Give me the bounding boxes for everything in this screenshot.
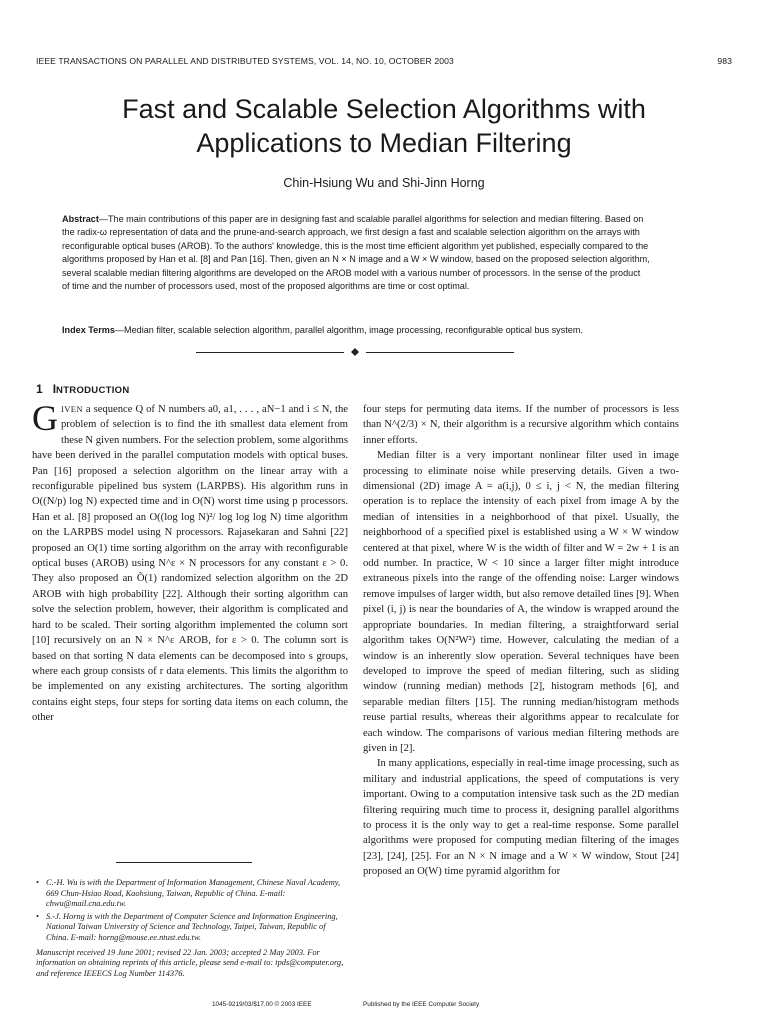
abstract-label: Abstract xyxy=(62,214,99,224)
right-paragraph-3: In many applications, especially in real-time image processing, such as military and industrial applications, the speed of computations is very important. Owing to a computation intensive task such as the 2D median filtering requiring much time to process it, designing parallel algorithms to process it is the only way to get a real-time response. Some parallel algorithms were proposed for computing median filtering of the images [23], [24], [25]. For an N × N image and a W × W window, Stout [24] proposed an O(W) time pyramid algorithm for xyxy=(363,758,679,878)
right-column xyxy=(363,402,679,1016)
index-terms xyxy=(62,324,650,337)
separator-diamond-icon xyxy=(351,348,359,356)
intro-paragraph xyxy=(32,402,348,726)
separator-line-right xyxy=(366,352,514,353)
footnotes xyxy=(36,878,348,979)
section-number: 1 xyxy=(36,382,43,396)
title-line-2: Applications to Median Filtering xyxy=(196,128,572,158)
manuscript-info: Manuscript received 19 June 2001; revised 22 Jan. 2003; accepted 2 May 2003. For information on obtaining reprints of this article, please send e-mail to: tpds@computer.org, and reference IEEECS Log Number 114376. xyxy=(36,947,344,978)
running-head xyxy=(36,56,732,70)
index-terms-text: —Median filter, scalable selection algorithm, parallel algorithm, image processing, reconfigurable optical bus system. xyxy=(114,325,583,335)
section-heading xyxy=(36,382,130,396)
left-column-text: a sequence Q of N numbers a0, a1, . . . , aN−1 and i ≤ N, the problem of selection is to find the ith smallest data element from these N given numbers. For the selection problem, some algorithms have been derived in the parallel computation models with optical buses. Pan [16] proposed a selection algorithm on the linear array with a reconfigurable pipelined bus system (LARPBS). His algorithm runs in O((N/p) log N) expected time and in O(N) worst time using p processors. Han et al. [8] proposed an O((log log N)²/ log log log N) time algorithm on the LARPBS model using N processors. Rajasekaran and Sahni [22] proposed an O(1) time sorting algorithm on the array with reconfigurable optical buses (AROB) using N^ε × N processors for any constant ε > 0. They also proposed an Õ(1) randomized selection algorithm on the 2D AROB with high probability [22]. Although their sorting algorithm can solve the selection problem, however, their algorithm is complicated and hard to be scaled. Their sorting algorithm implemented the column sort [10] recursively on an N × N^ε AROB, for ε > 0. The column sort is based on that sorting N data elements can be decomposed into s groups, where each group consists of r data elements. This limits the algorithm to be implemented on any existing architectures. The sorting algorithm contains eight steps, four steps for sorting data items on each column, the other xyxy=(32,404,348,724)
section-separator xyxy=(196,347,514,357)
publisher-line: Published by the IEEE Computer Society xyxy=(363,1001,480,1008)
footnote-rule xyxy=(116,862,252,863)
section-title-rest: NTRODUCTION xyxy=(56,385,130,396)
journal-info: IEEE TRANSACTIONS ON PARALLEL AND DISTRIBUTED SYSTEMS, VOL. 14, NO. 10, OCTOBER 2003 xyxy=(36,56,454,66)
drop-cap: G xyxy=(32,402,58,438)
footnote-affiliation-horng: • S.-J. Horng is with the Department of Computer Science and Information Engineering, National Taiwan University of Science and Technology, Taipei, Taiwan, Republic of China. E-mail: horng@mouse.ee.ntust.edu.tw. xyxy=(36,912,348,944)
title-line-1: Fast and Scalable Selection Algorithms with xyxy=(122,94,646,124)
section-first-letter: I xyxy=(52,382,57,396)
separator-line-left xyxy=(196,352,344,353)
right-paragraph-2: Median filter is a very important nonlinear filter used in image processing to eliminate noise while preserving details. Given a two-dimensional (2D) image A = a(i,j), 0 ≤ i, j < N, the median filtering operation is to replace the intensity of each pixel from image A by the median of intensities in a neighborhood of that pixel. Usually, the neighborhood of a specified pixel is established using a W × W window centered at that pixel, where W is the width of filter and W = 2w + 1 is an odd number. In practice, W < 10 since a larger filter might introduce extraneous pixels into the range of the offending noise: Larger windows remove impulses of larger width, but also remove detailed lines [9]. When pixel (i, j) is near the boundaries of A, the window is wrapped around the appropriate boundaries. In median filtering, a straightforward serial algorithm takes O(N²W²) time. However, calculating the median of a window is an inherently slow operation. Several techniques have been developed to improve the speed of median filtering, such as sliding window (running median) methods [2], histogram methods [6], and separable median filters [15]. The running median/histogram methods reuse partial results, whereas their algorithms appear to recalculate for each window. The comparisons of various median filtering methods are given in [2]. xyxy=(363,450,679,754)
copyright-line: 1045-9219/03/$17.00 © 2003 IEEE xyxy=(212,1001,312,1008)
small-caps-lead: IVEN xyxy=(61,404,83,414)
page-number: 983 xyxy=(717,56,732,66)
left-column xyxy=(32,402,348,832)
paper-title xyxy=(30,92,738,160)
abstract xyxy=(62,213,650,293)
footnote-affiliation-wu: • C.-H. Wu is with the Department of Information Management, Chinese Naval Academy, 669 Chun-Hsiao Road, Kaohsiung, Taiwan, Republic of China. E-mail: chwu@mail.cna.edu.tw. xyxy=(36,878,348,910)
index-terms-label: Index Terms xyxy=(62,325,115,335)
abstract-text: —The main contributions of this paper are in designing fast and scalable parallel algorithms for selection and median filtering. Based on the radix-ω representation of data and the prune-and-search approach, we first design a fast and scalable selection algorithm on the arrays with reconfigurable optical buses (AROB). To the authors' knowledge, this is the most time efficient algorithm yet published, especially compared to the algorithms proposed by Han et al. [8] and Pan [16]. Then, given an N × N image and a W × W window, based on the proposed selection algorithm, several scalable median filtering algorithms are developed on the AROB model with a various number of processors. In the sense of the product of time and the number of processors used, most of the proposed algorithms are time or cost optimal. xyxy=(62,214,650,292)
authors: Chin-Hsiung Wu and Shi-Jinn Horng xyxy=(283,176,485,190)
right-paragraph-1: four steps for permuting data items. If the number of processors is less than N^(2/3) × N, their algorithm is a recursive algorithm which contains inner efforts. xyxy=(363,404,679,446)
